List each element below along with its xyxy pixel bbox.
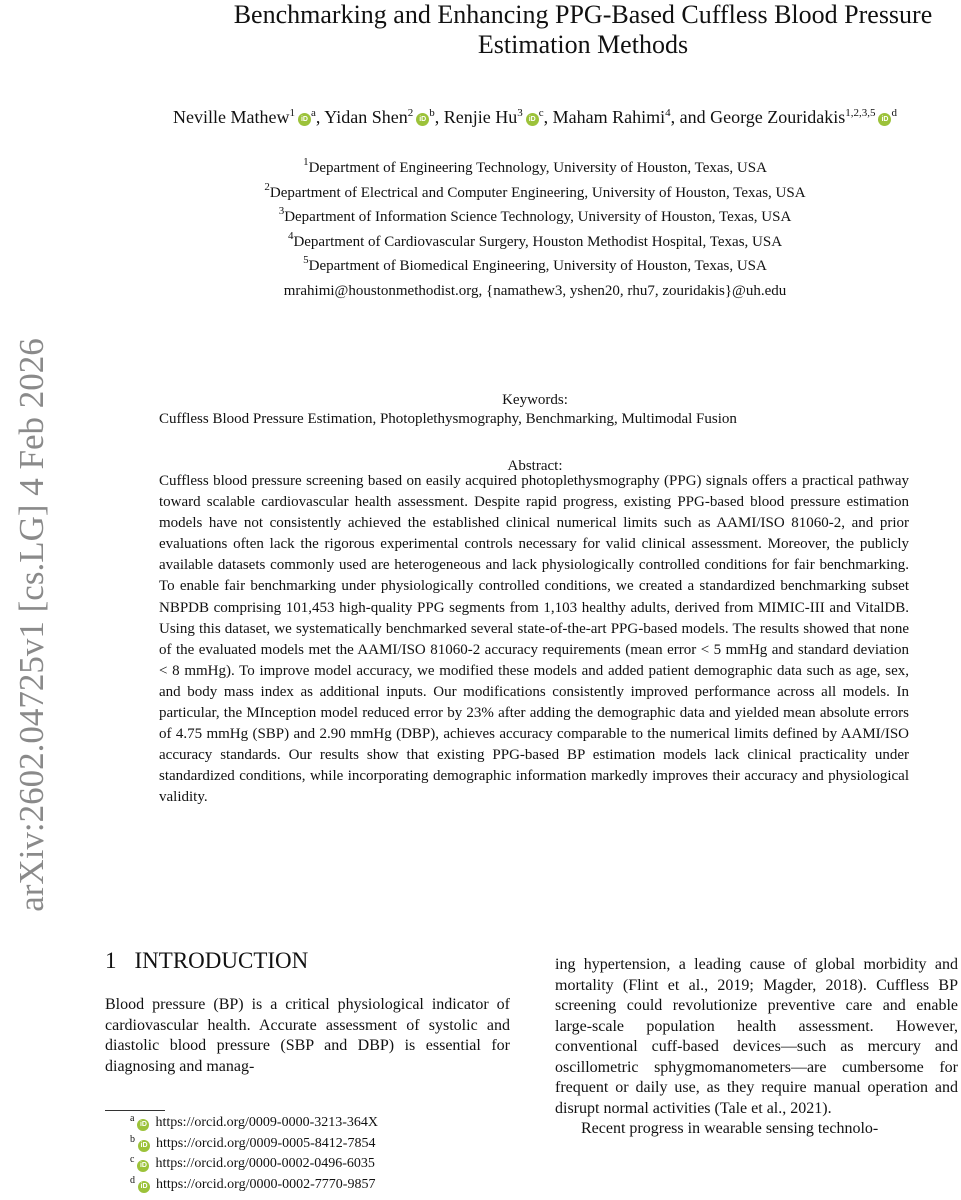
section-title: INTRODUCTION <box>134 948 309 973</box>
intro-right-paragraph-2: Recent progress in wearable sensing technolo- <box>581 1120 879 1137</box>
orcid-icon[interactable]: iD <box>416 113 429 126</box>
orcid-link[interactable]: https://orcid.org/0000-0002-7770-9857 <box>156 1176 376 1192</box>
arxiv-stamp <box>0 0 60 1200</box>
author: George Zouridakis$^{1,2,3,5}$iD$^d$ <box>710 107 897 127</box>
abstract-label: Abstract: <box>507 458 563 474</box>
paper-title-line-1: Benchmarking and Enhancing PPG-Based Cuffless Blood Pressure <box>233 0 933 29</box>
paper-title <box>100 0 961 60</box>
section-number: 1 <box>105 948 117 973</box>
orcid-icon: iD <box>137 1119 149 1131</box>
orcid-link[interactable]: https://orcid.org/0000-0002-0496-6035 <box>155 1156 375 1172</box>
orcid-icon[interactable]: iD <box>298 113 311 126</box>
arxiv-identifier: arXiv:2602.04725v1 [cs.LG] 4 Feb 2026 <box>12 338 51 912</box>
orcid-icon: iD <box>137 1160 149 1172</box>
intro-right-column <box>555 955 958 1140</box>
keywords-label: Keywords: <box>502 392 568 408</box>
orcid-link[interactable]: https://orcid.org/0009-0000-3213-364X <box>155 1115 379 1130</box>
footnote-rule <box>105 1110 165 1111</box>
affiliation: $^5$Department of Biomedical Engineering, University of Houston, Texas, USA <box>303 254 767 274</box>
intro-right-paragraph: ing hypertension, a leading cause of global morbidity and mortality (Flint et al., 2019; Magder, 2018). Cuffless BP screening could revolutionize preventive care and enable large-scale population health assessment. However, conventional cuff-based devices—such as mercury and oscillometric sphygmomanometers—are cumbersome for frequent or daily use, as they require manual operation and disrupt normal activities (Tale et al., 2021). <box>555 956 958 1117</box>
affiliation: $^1$Department of Engineering Technology, University of Houston, Texas, USA <box>303 156 767 176</box>
footnote: $^d$iD https://orcid.org/0000-0002-7770-9857 <box>130 1174 376 1192</box>
orcid-link[interactable]: https://orcid.org/0009-0005-8412-7854 <box>156 1135 376 1151</box>
section-heading-introduction <box>105 946 308 976</box>
footnote-list <box>130 1113 378 1195</box>
contact-emails[interactable]: mrahimi@houstonmethodist.org, {namathew3, yshen20, rhu7, zouridakis}@uh.edu <box>283 282 787 299</box>
author: Renjie Hu$^3$iD$^c$ <box>443 107 544 127</box>
affiliation: $^3$Department of Information Science Technology, University of Houston, Texas, USA <box>278 205 792 225</box>
author-list: Neville Mathew$^1$iD$^a$, Yidan Shen$^2$iD$^b$, Renjie Hu$^3$iD$^c$, Maham Rahimi$^4$, and George Zouridakis$^{1,2,3,5}$iD$^d$ <box>173 107 897 127</box>
keywords-text: Cuffless Blood Pressure Estimation, Photoplethysmography, Benchmarking, Multimodal Fusion <box>159 411 737 427</box>
author: Neville Mathew$^1$iD$^a$ <box>173 107 316 127</box>
orcid-icon[interactable]: iD <box>878 113 891 126</box>
author: Maham Rahimi$^4$ <box>552 107 671 127</box>
footnote: $^b$iD https://orcid.org/0009-0005-8412-7854 <box>130 1133 376 1151</box>
affiliation: $^2$Department of Electrical and Computer Engineering, University of Houston, Texas, USA <box>264 180 806 201</box>
orcid-icon: iD <box>138 1140 150 1152</box>
footnote: $^c$iD https://orcid.org/0000-0002-0496-6035 <box>130 1154 375 1172</box>
intro-left-column: Blood pressure (BP) is a critical physiological indicator of cardiovascular health. Accurate assessment of systolic and diastolic blood pressure (SBP and DBP) is essential for diagnosing and manag- <box>105 996 510 1075</box>
footnote: $^a$iD https://orcid.org/0009-0000-3213-364X <box>130 1113 379 1130</box>
abstract-body: Cuffless blood pressure screening based on easily acquired photoplethysmography (PPG) signals offers a practical pathway toward scalable cardiovascular health assessment. Despite rapid progress, existing PPG-based blood pressure estimation models have not consistently achieved the established clinical numerical limits such as AAMI/ISO 81060-2, and prior evaluations often lack the rigorous experimental controls necessary for valid clinical assessment. Moreover, the publicly available datasets commonly used are heterogeneous and lack physiologically controlled conditions for fair benchmarking. To enable fair benchmarking under physiologically controlled conditions, we created a standardized benchmarking subset NBPDB comprising 101,453 high-quality PPG segments from 1,103 healthy adults, derived from MIMIC-III and VitalDB. Using this dataset, we systematically benchmarked several state-of-the-art PPG-based models. The results showed that none of the evaluated models met the AAMI/ISO 81060-2 accuracy requirements (mean error < 5 mmHg and standard deviation < 8 mmHg). To improve model accuracy, we modified these models and added patient demographic data such as age, sex, and body mass index as additional inputs. Our modifications consistently improved performance across all models. In particular, the MInception model reduced error by 23% after adding the demographic data and yielded mean absolute errors of 4.75 mmHg (SBP) and 2.90 mmHg (DBP), achieves accuracy comparable to the numerical limits defined by AAMI/ISO accuracy standards. Our results show that existing PPG-based BP estimation models lack clinical practicality under standardized conditions, while incorporating demographic information markedly improves their accuracy and physiological validity. <box>159 473 909 806</box>
affiliation-list <box>140 156 930 303</box>
orcid-icon[interactable]: iD <box>526 113 539 126</box>
author: Yidan Shen$^2$iD$^b$ <box>324 107 435 127</box>
orcid-icon: iD <box>138 1181 150 1193</box>
affiliation: $^4$Department of Cardiovascular Surgery, Houston Methodist Hospital, Texas, USA <box>287 229 783 250</box>
paper-title-line-2: Estimation Methods <box>477 30 689 59</box>
